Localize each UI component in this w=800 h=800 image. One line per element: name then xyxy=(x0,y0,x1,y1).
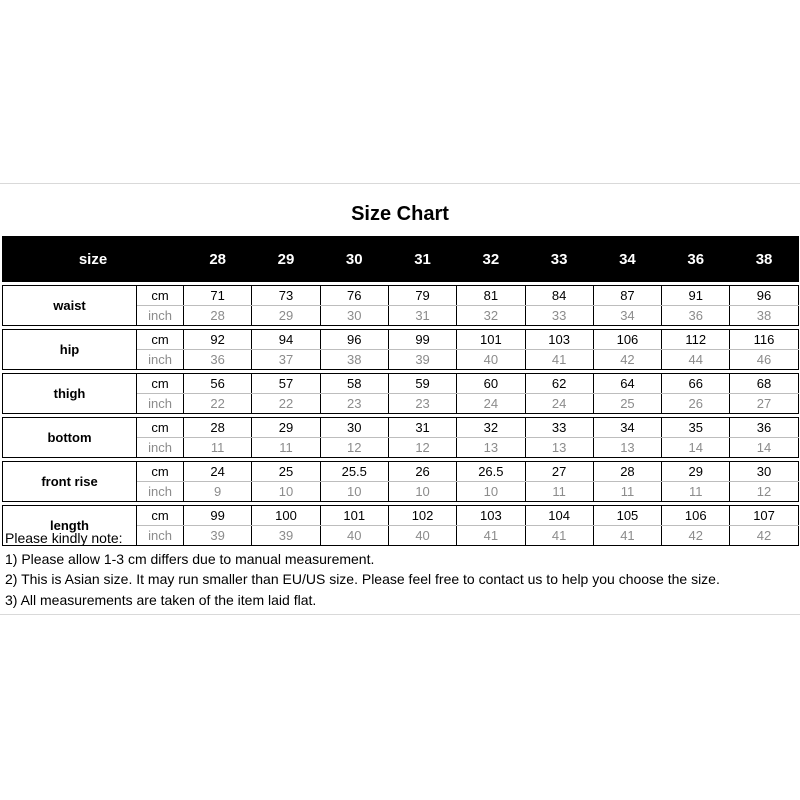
value-cell: 28 xyxy=(184,418,252,438)
size-header-cell: 36 xyxy=(662,237,730,282)
value-cell: 57 xyxy=(252,374,320,394)
value-cell: 23 xyxy=(388,394,456,414)
value-cell: 56 xyxy=(184,374,252,394)
value-cell: 10 xyxy=(252,482,320,502)
note-item: 2) This is Asian size. It may run smaller than EU/US size. Please feel free to contact us to help you choose the size. xyxy=(5,571,720,587)
size-header-cell: 32 xyxy=(457,237,525,282)
value-cell: 26 xyxy=(388,462,456,482)
measure-row-hip-cm xyxy=(3,330,799,350)
notes xyxy=(5,528,795,610)
unit-label: cm xyxy=(137,418,184,438)
value-cell: 27 xyxy=(730,394,798,414)
value-cell: 32 xyxy=(457,418,525,438)
measure-label-waist: waist xyxy=(3,286,137,326)
unit-label: cm xyxy=(137,506,184,526)
value-cell: 27 xyxy=(525,462,593,482)
value-cell: 26 xyxy=(662,394,730,414)
value-cell: 91 xyxy=(662,286,730,306)
value-cell: 41 xyxy=(457,526,525,546)
value-cell: 40 xyxy=(320,526,388,546)
value-cell: 39 xyxy=(388,350,456,370)
value-cell: 12 xyxy=(388,438,456,458)
measure-label-hip: hip xyxy=(3,330,137,370)
value-cell: 42 xyxy=(593,350,661,370)
value-cell: 64 xyxy=(593,374,661,394)
value-cell: 12 xyxy=(730,482,798,502)
value-cell: 11 xyxy=(593,482,661,502)
value-cell: 33 xyxy=(525,306,593,326)
value-cell: 34 xyxy=(593,418,661,438)
value-cell: 31 xyxy=(388,418,456,438)
value-cell: 68 xyxy=(730,374,798,394)
size-header-cell: 29 xyxy=(252,237,320,282)
value-cell: 40 xyxy=(388,526,456,546)
value-cell: 103 xyxy=(457,506,525,526)
measure-row-waist-cm xyxy=(3,286,799,306)
value-cell: 33 xyxy=(525,418,593,438)
unit-label: inch xyxy=(137,438,184,458)
value-cell: 14 xyxy=(662,438,730,458)
value-cell: 22 xyxy=(252,394,320,414)
unit-label: cm xyxy=(137,286,184,306)
value-cell: 10 xyxy=(388,482,456,502)
value-cell: 62 xyxy=(525,374,593,394)
unit-label: inch xyxy=(137,482,184,502)
size-header-cell: 31 xyxy=(388,237,456,282)
value-cell: 36 xyxy=(730,418,798,438)
value-cell: 79 xyxy=(388,286,456,306)
value-cell: 102 xyxy=(388,506,456,526)
value-cell: 96 xyxy=(730,286,798,306)
value-cell: 94 xyxy=(252,330,320,350)
note-item: 3) All measurements are taken of the item laid flat. xyxy=(5,591,317,608)
value-cell: 36 xyxy=(184,350,252,370)
value-cell: 11 xyxy=(184,438,252,458)
value-cell: 101 xyxy=(457,330,525,350)
unit-label: inch xyxy=(137,350,184,370)
value-cell: 13 xyxy=(457,438,525,458)
value-cell: 23 xyxy=(320,394,388,414)
value-cell: 42 xyxy=(730,526,798,546)
value-cell: 71 xyxy=(184,286,252,306)
value-cell: 99 xyxy=(184,506,252,526)
size-header-cell: 33 xyxy=(525,237,593,282)
unit-label: cm xyxy=(137,330,184,350)
unit-label: cm xyxy=(137,374,184,394)
value-cell: 22 xyxy=(184,394,252,414)
size-table-body xyxy=(3,282,799,546)
value-cell: 100 xyxy=(252,506,320,526)
value-cell: 66 xyxy=(662,374,730,394)
unit-label: inch xyxy=(137,526,184,546)
value-cell: 59 xyxy=(388,374,456,394)
size-header-cell: 38 xyxy=(730,237,798,282)
value-cell: 81 xyxy=(457,286,525,306)
value-cell: 10 xyxy=(320,482,388,502)
value-cell: 13 xyxy=(593,438,661,458)
size-header-cell: 30 xyxy=(320,237,388,282)
size-table xyxy=(2,236,799,546)
value-cell: 104 xyxy=(525,506,593,526)
value-cell: 46 xyxy=(730,350,798,370)
value-cell: 84 xyxy=(525,286,593,306)
value-cell: 29 xyxy=(252,306,320,326)
measure-label-thigh: thigh xyxy=(3,374,137,414)
value-cell: 31 xyxy=(388,306,456,326)
page-title: Size Chart xyxy=(351,203,449,225)
value-cell: 41 xyxy=(525,350,593,370)
size-header-cell: 34 xyxy=(593,237,661,282)
measure-row-bottom-cm xyxy=(3,418,799,438)
value-cell: 10 xyxy=(457,482,525,502)
value-cell: 106 xyxy=(662,506,730,526)
value-cell: 39 xyxy=(252,526,320,546)
value-cell: 29 xyxy=(252,418,320,438)
value-cell: 38 xyxy=(730,306,798,326)
value-cell: 73 xyxy=(252,286,320,306)
notes-heading: Please kindly note: xyxy=(5,530,123,546)
value-cell: 44 xyxy=(662,350,730,370)
measure-row-length-cm xyxy=(3,506,799,526)
value-cell: 99 xyxy=(388,330,456,350)
value-cell: 116 xyxy=(730,330,798,350)
value-cell: 30 xyxy=(730,462,798,482)
value-cell: 58 xyxy=(320,374,388,394)
value-cell: 60 xyxy=(457,374,525,394)
value-cell: 28 xyxy=(593,462,661,482)
size-header-row xyxy=(3,237,799,282)
value-cell: 101 xyxy=(320,506,388,526)
value-cell: 96 xyxy=(320,330,388,350)
value-cell: 12 xyxy=(320,438,388,458)
value-cell: 103 xyxy=(525,330,593,350)
size-header-label: size xyxy=(3,237,184,282)
value-cell: 29 xyxy=(662,462,730,482)
value-cell: 25 xyxy=(252,462,320,482)
value-cell: 24 xyxy=(525,394,593,414)
value-cell: 11 xyxy=(525,482,593,502)
value-cell: 24 xyxy=(184,462,252,482)
value-cell: 25 xyxy=(593,394,661,414)
value-cell: 28 xyxy=(184,306,252,326)
unit-label: inch xyxy=(137,306,184,326)
value-cell: 34 xyxy=(593,306,661,326)
measure-row-front-rise-cm xyxy=(3,462,799,482)
value-cell: 42 xyxy=(662,526,730,546)
value-cell: 30 xyxy=(320,418,388,438)
value-cell: 87 xyxy=(593,286,661,306)
value-cell: 92 xyxy=(184,330,252,350)
note-item: 1) Please allow 1-3 cm differs due to manual measurement. xyxy=(5,550,375,567)
value-cell: 14 xyxy=(730,438,798,458)
value-cell: 35 xyxy=(662,418,730,438)
value-cell: 107 xyxy=(730,506,798,526)
value-cell: 24 xyxy=(457,394,525,414)
value-cell: 26.5 xyxy=(457,462,525,482)
value-cell: 32 xyxy=(457,306,525,326)
measure-label-front-rise: front rise xyxy=(3,462,137,502)
value-cell: 13 xyxy=(525,438,593,458)
value-cell: 36 xyxy=(662,306,730,326)
value-cell: 9 xyxy=(184,482,252,502)
value-cell: 37 xyxy=(252,350,320,370)
measure-row-thigh-cm xyxy=(3,374,799,394)
value-cell: 106 xyxy=(593,330,661,350)
value-cell: 38 xyxy=(320,350,388,370)
value-cell: 30 xyxy=(320,306,388,326)
value-cell: 112 xyxy=(662,330,730,350)
value-cell: 11 xyxy=(662,482,730,502)
value-cell: 41 xyxy=(525,526,593,546)
value-cell: 40 xyxy=(457,350,525,370)
unit-label: inch xyxy=(137,394,184,414)
size-header-cell: 28 xyxy=(184,237,252,282)
value-cell: 41 xyxy=(593,526,661,546)
value-cell: 39 xyxy=(184,526,252,546)
value-cell: 76 xyxy=(320,286,388,306)
measure-label-length: length xyxy=(3,506,137,546)
value-cell: 25.5 xyxy=(320,462,388,482)
value-cell: 11 xyxy=(252,438,320,458)
value-cell: 105 xyxy=(593,506,661,526)
unit-label: cm xyxy=(137,462,184,482)
measure-label-bottom: bottom xyxy=(3,418,137,458)
